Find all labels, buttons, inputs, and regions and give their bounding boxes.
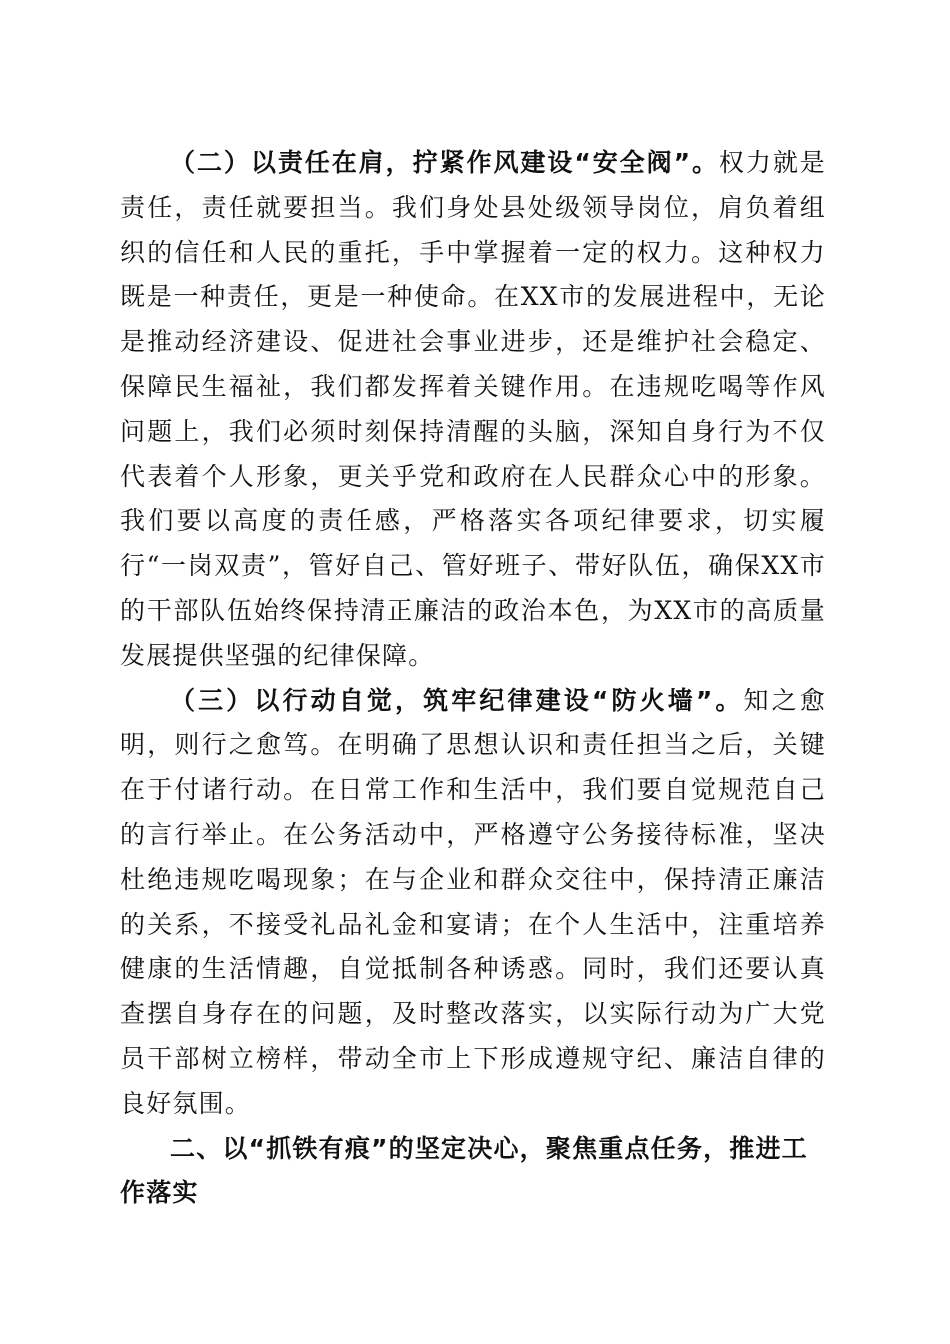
document-body [120,141,826,1216]
paragraph-text: 权力就是责任，责任就要担当。我们身处县处级领导岗位，肩负着组织的信任和人民的重托，手中掌握着一定的权力。这种权力既是一种责任，更是一种使命。在XX市的发展进程中，无论是推动经济建设、促进社会事业进步，还是维护社会稳定、保障民生福祉，我们都发挥着关键作用。在违规吃喝等作风问题上，我们必须时刻保持清醒的头脑，深知自身行为不仅代表着个人形象，更关乎党和政府在人民群众心中的形象。我们要以高度的责任感，严格落实各项纪律要求，切实履行“一岗双责”，管好自己、管好班子、带好队伍，确保XX市的干部队伍始终保持清正廉洁的政治本色，为XX市的高质量发展提供坚强的纪律保障。 [120,148,826,670]
paragraph-responsibility [120,141,826,679]
paragraph-action [120,679,826,1127]
paragraph-lead: （三）以行动自觉，筑牢纪律建设“防火墙”。 [170,685,744,715]
section-heading: 二、以“抓铁有痕”的坚定决心，聚焦重点任务，推进工作落实 [120,1133,808,1208]
paragraph-lead: （二）以责任在肩，拧紧作风建设“安全阀”。 [170,148,719,177]
paragraph-text: 知之愈明，则行之愈笃。在明确了思想认识和责任担当之后，关键在于付诸行动。在日常工作和生活中，我们要自觉规范自己的言行举止。在公务活动中，严格遵守公务接待标准，坚决杜绝违规吃喝现象；在与企业和群众交往中，保持清正廉洁的关系，不接受礼品礼金和宴请；在个人生活中，注重培养健康的生活情趣，自觉抵制各种诱惑。同时，我们还要认真查摆自身存在的问题，及时整改落实，以实际行动为广大党员干部树立榜样，带动全市上下形成遵规守纪、廉洁自律的良好氛围。 [120,685,826,1118]
